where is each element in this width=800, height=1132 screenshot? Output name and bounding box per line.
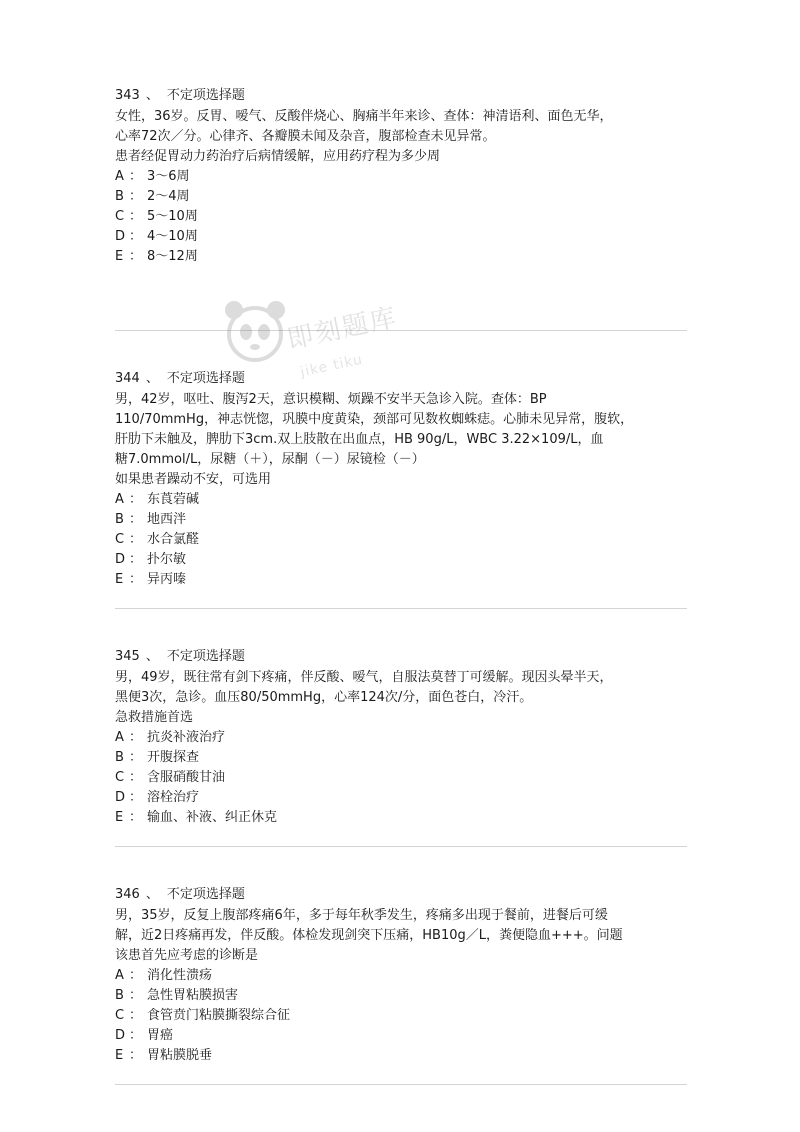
stem-line: 男，35岁，反复上腹部疼痛6年，多于每年秋季发生，疼痛多出现于餐前，进餐后可缓 [115, 908, 608, 923]
option-letter: D [115, 1028, 126, 1043]
question-stem [115, 390, 687, 490]
option-list [115, 966, 687, 1066]
stem-line: 肝肋下未触及，脾肋下3cm.双上肢散在出血点，HB 90g/L，WBC 3.22×109/L，血 [115, 432, 604, 447]
question-stem [115, 668, 687, 728]
option-colon: ： [129, 770, 143, 785]
option-text: 溶栓治疗 [147, 790, 200, 805]
stem-line: 糖7.0mmol/L，尿糖（＋），尿酮（－）尿镜检（－） [115, 452, 425, 467]
option-a[interactable] [115, 966, 687, 986]
option-text: 东莨菪碱 [147, 492, 200, 507]
question-header [115, 86, 687, 106]
question-344 [115, 331, 687, 609]
stem-line: 患者经促胃动力药治疗后病情缓解，应用药疗程为多少周 [115, 149, 441, 164]
question-header [115, 885, 687, 905]
option-letter: C [115, 770, 125, 785]
option-colon: ： [129, 169, 143, 184]
option-e[interactable] [115, 1046, 687, 1066]
option-letter: D [115, 229, 126, 244]
option-text: 8～12周 [147, 249, 198, 264]
stem-line: 如果患者躁动不安，可选用 [115, 472, 272, 487]
option-colon: ： [129, 988, 143, 1003]
question-separator: 、 [145, 887, 159, 902]
option-colon: ： [129, 532, 143, 547]
option-letter: C [115, 532, 125, 547]
question-header [115, 647, 687, 667]
stem-line: 黑便3次，急诊。血压80/50mmHg，心率124次/分，面色苍白，冷汗。 [115, 690, 533, 705]
option-text: 抗炎补液治疗 [147, 730, 226, 745]
option-list [115, 167, 687, 267]
option-c[interactable] [115, 1006, 687, 1026]
option-c[interactable] [115, 207, 687, 227]
question-type: 不定项选择题 [166, 887, 245, 902]
option-colon: ： [129, 810, 143, 825]
question-number: 345 [115, 649, 140, 664]
option-text: 含服硝酸甘油 [147, 770, 226, 785]
option-letter: A [115, 492, 124, 507]
option-letter: D [115, 552, 126, 567]
stem-line: 解，近2日疼痛再发，伴反酸。体检发现剑突下压痛，HB10g／L，粪便隐血+++。问题 [115, 928, 623, 943]
option-text: 输血、补液、纠正休克 [147, 810, 278, 825]
option-letter: C [115, 1008, 125, 1023]
option-colon: ： [129, 1048, 143, 1063]
option-a[interactable] [115, 167, 687, 187]
option-text: 消化性溃疡 [147, 968, 213, 983]
option-letter: A [115, 968, 124, 983]
option-list [115, 728, 687, 828]
option-text: 水合氯醛 [147, 532, 200, 547]
option-e[interactable] [115, 570, 687, 590]
option-d[interactable] [115, 227, 687, 247]
option-letter: E [115, 1048, 124, 1063]
option-list [115, 490, 687, 590]
option-text: 2～4周 [147, 189, 190, 204]
stem-line: 110/70mmHg，神志恍惚，巩膜中度黄染，颈部可见数枚蜘蛛痣。心肺未见异常，腹软， [115, 412, 634, 427]
option-colon: ： [129, 512, 143, 527]
option-colon: ： [129, 968, 143, 983]
option-b[interactable] [115, 510, 687, 530]
question-stem [115, 906, 687, 966]
question-stem [115, 107, 687, 167]
option-e[interactable] [115, 808, 687, 828]
option-colon: ： [129, 1028, 143, 1043]
question-type: 不定项选择题 [166, 649, 245, 664]
stem-line: 男，42岁，呕吐、腹泻2天，意识模糊、烦躁不安半天急诊入院。查体：BP [115, 392, 547, 407]
option-text: 3～6周 [147, 169, 190, 184]
option-colon: ： [129, 790, 143, 805]
option-letter: B [115, 988, 124, 1003]
option-letter: E [115, 572, 124, 587]
option-d[interactable] [115, 788, 687, 808]
question-type: 不定项选择题 [166, 371, 245, 386]
stem-line: 该患首先应考虑的诊断是 [115, 948, 259, 963]
question-343 [115, 86, 687, 331]
stem-line: 男，49岁，既往常有剑下疼痛，伴反酸、嗳气，自服法莫替丁可缓解。现因头晕半天， [115, 670, 613, 685]
stem-line: 心率72次／分。心律齐、各瓣膜未闻及杂音，腹部检查未见异常。 [115, 129, 496, 144]
option-text: 胃粘膜脱垂 [147, 1048, 213, 1063]
option-a[interactable] [115, 490, 687, 510]
option-letter: E [115, 810, 124, 825]
option-text: 5～10周 [147, 209, 198, 224]
exam-page [115, 86, 687, 1085]
option-letter: B [115, 750, 124, 765]
question-number: 346 [115, 887, 140, 902]
option-b[interactable] [115, 187, 687, 207]
option-letter: B [115, 512, 124, 527]
option-colon: ： [129, 229, 143, 244]
question-header [115, 369, 687, 389]
question-345 [115, 609, 687, 847]
option-e[interactable] [115, 247, 687, 267]
option-letter: A [115, 730, 124, 745]
option-letter: D [115, 790, 126, 805]
option-text: 开腹探查 [147, 750, 200, 765]
option-c[interactable] [115, 530, 687, 550]
question-separator: 、 [145, 88, 159, 103]
option-letter: E [115, 249, 124, 264]
watermark-text: 即刻题库 [284, 302, 401, 356]
option-letter: B [115, 189, 124, 204]
option-a[interactable] [115, 728, 687, 748]
option-text: 4～10周 [147, 229, 198, 244]
question-divider [115, 1084, 687, 1085]
option-text: 胃癌 [147, 1028, 174, 1043]
option-text: 扑尔敏 [147, 552, 187, 567]
option-b[interactable] [115, 986, 687, 1006]
option-colon: ： [129, 249, 143, 264]
option-text: 食管贲门粘膜撕裂综合征 [147, 1008, 291, 1023]
option-text: 地西泮 [147, 512, 187, 527]
option-colon: ： [129, 572, 143, 587]
option-colon: ： [129, 730, 143, 745]
option-d[interactable] [115, 550, 687, 570]
question-type: 不定项选择题 [166, 88, 245, 103]
option-colon: ： [129, 750, 143, 765]
option-colon: ： [129, 1008, 143, 1023]
question-number: 344 [115, 371, 140, 386]
option-colon: ： [129, 189, 143, 204]
option-text: 异丙嗪 [147, 572, 187, 587]
option-colon: ： [129, 492, 143, 507]
question-346 [115, 847, 687, 1085]
option-letter: C [115, 209, 125, 224]
option-c[interactable] [115, 768, 687, 788]
question-separator: 、 [145, 649, 159, 664]
option-letter: A [115, 169, 124, 184]
question-separator: 、 [145, 371, 159, 386]
option-b[interactable] [115, 748, 687, 768]
option-colon: ： [129, 209, 143, 224]
option-d[interactable] [115, 1026, 687, 1046]
option-colon: ： [129, 552, 143, 567]
stem-line: 女性，36岁。反胃、嗳气、反酸伴烧心、胸痛半年来诊、查体：神清语利、面色无华， [115, 109, 613, 124]
option-text: 急性胃粘膜损害 [147, 988, 239, 1003]
question-number: 343 [115, 88, 140, 103]
watermark-subtext: jike tiku [299, 351, 365, 381]
stem-line: 急救措施首选 [115, 710, 194, 725]
